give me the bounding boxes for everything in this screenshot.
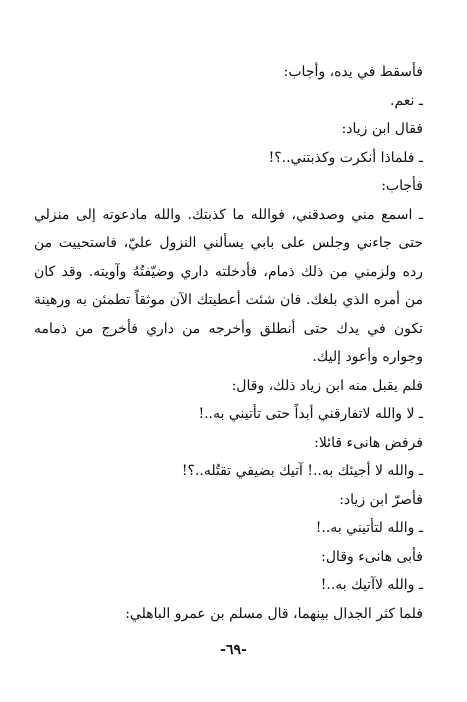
page-body-text (34, 58, 423, 628)
text-line-10: تكون في يدك حتى أنطلق وأخرجه من داري فأخرج من ذمامه (34, 320, 423, 337)
text-line-18: فأبى هانىء وقال: (321, 548, 423, 565)
text-line-12: فلم يقبل منه ابن زياد ذلك، وقال: (231, 377, 423, 394)
text-line-7: حتى جاءني وجلس على بابي يسألني النزول عليّ، فاستحييت من (34, 235, 423, 251)
text-line-14: فرفض هانىء قائلا: (314, 434, 423, 451)
text-line-16: فأصرّ ابن زياد: (339, 491, 423, 508)
text-line-1: فأسقط في يده، وأجاب: (283, 64, 423, 80)
text-line-5: فأجاب: (381, 178, 423, 194)
text-line-13: ـ لا والله لاتفارقني أبداً حتى تأتيني به..! (198, 406, 423, 422)
text-line-11: وجواره وأعود إليك. (312, 349, 423, 365)
text-line-9: من أمره الذي بلغك. فان شئت أعطيتك الآن موثقاً تطمئن به ورهينة (34, 292, 423, 308)
page-number: -٦٩- (220, 642, 247, 658)
text-line-8: رده ولزمني من ذلك ذمام، فأدخلته داري وضيّفتُهُ وآويته. وقد كان (34, 263, 423, 280)
text-line-19: ـ والله لاآتيك به..! (320, 577, 423, 593)
text-line-2: ـ نعم. (390, 92, 423, 109)
text-line-6: ـ اسمع مني وصدقني، فوالله ما كذبتك. والله مادعوته إلى منزلي (34, 206, 423, 223)
text-line-15: ـ والله لا أجيئك به..! آتيك بضيفي تقتُله..؟! (181, 463, 423, 479)
text-line-20: فلما كثر الجدال بينهما، قال مسلم بن عمرو الباهلي: (125, 605, 423, 622)
text-line-3: فقال ابن زياد: (341, 121, 423, 137)
text-line-17: ـ والله لتأتيني به..! (315, 520, 423, 536)
text-line-4: ـ فلماذا أنكرت وكذبتني..؟! (268, 149, 423, 166)
